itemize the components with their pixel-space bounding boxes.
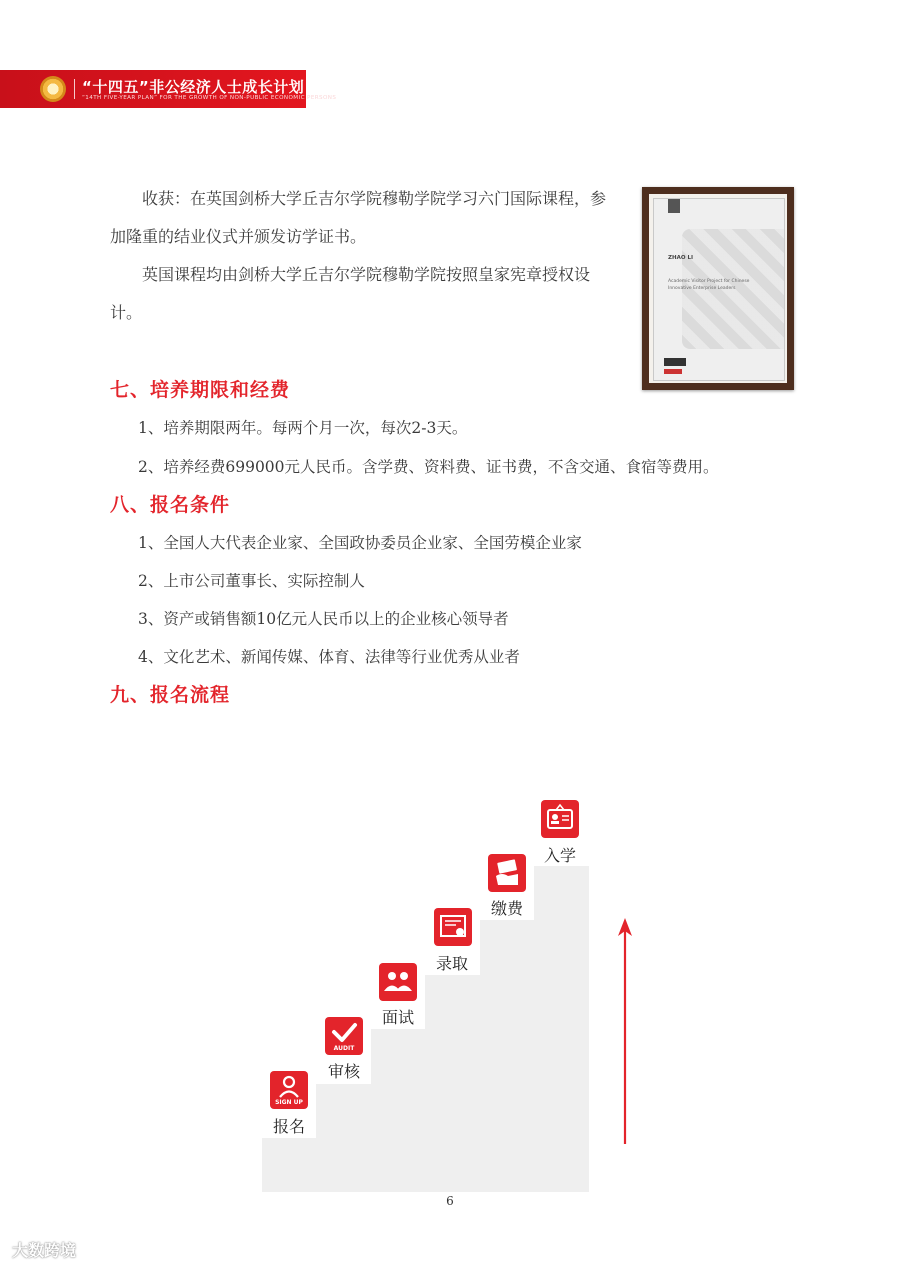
certificate-document xyxy=(653,198,785,381)
people-icon xyxy=(379,963,417,1001)
page-number: 6 xyxy=(446,1194,454,1208)
certificate-mat xyxy=(649,194,787,383)
person-icon xyxy=(270,1071,308,1109)
header-title: “十四五”非公经济人士成长计划 xyxy=(82,78,305,96)
intro-paragraph-2: 英国课程均由剑桥大学丘吉尔学院穆勒学院按照皇家宪章授权设计。 xyxy=(110,265,591,322)
step-label-signup: 报名 xyxy=(273,1117,306,1136)
section-8-item-1: 1、全国人大代表企业家、全国政协委员企业家、全国劳模企业家 xyxy=(138,534,582,552)
money-hand-icon xyxy=(488,854,526,892)
audit-tag: AUDIT xyxy=(333,1045,355,1052)
certificate-image xyxy=(642,187,794,390)
step-label-interview: 面试 xyxy=(382,1008,415,1027)
certificate-icon xyxy=(434,908,472,946)
header-banner xyxy=(0,70,337,108)
section-8-heading: 八、报名条件 xyxy=(110,494,231,516)
certificate-tab xyxy=(668,199,680,213)
stair-step xyxy=(534,866,589,920)
header-subtitle: “14TH FIVE-YEAR PLAN” FOR THE GROWTH OF NON-PUBLIC ECONOMIC PERSONS xyxy=(82,95,337,101)
section-7-item-1: 1、培养期限两年。每两个月一次，每次2-3天。 xyxy=(138,419,468,437)
section-8-item-4: 4、文化艺术、新闻传媒、体育、法律等行业优秀从业者 xyxy=(138,648,520,666)
checkmark-icon xyxy=(325,1017,363,1055)
step-label-audit: 审核 xyxy=(328,1062,361,1081)
emblem-logo xyxy=(40,76,66,102)
certificate-seal xyxy=(664,358,686,366)
stair-step xyxy=(316,1084,589,1138)
registration-staircase xyxy=(262,866,589,1192)
up-arrow-icon xyxy=(618,918,632,1144)
watermark: 大数跨境 xyxy=(12,1241,77,1260)
certificate-name: ZHAO LI xyxy=(668,255,693,261)
step-label-enrollment: 入学 xyxy=(544,846,577,865)
id-card-icon xyxy=(541,800,579,838)
section-8-item-2: 2、上市公司董事长、实际控制人 xyxy=(138,572,365,590)
sign-up-tag: SIGN UP xyxy=(275,1099,303,1106)
stair-step xyxy=(425,975,589,1029)
stair-step xyxy=(262,1138,589,1192)
step-label-admission: 录取 xyxy=(436,954,469,973)
section-7-heading: 七、培养期限和经费 xyxy=(110,379,291,401)
stair-step xyxy=(371,1029,589,1084)
certificate-line-1: Academic Visitor Project for Chinese xyxy=(668,279,750,284)
certificate-mark xyxy=(664,369,682,374)
stair-step xyxy=(480,920,589,975)
step-label-payment: 缴费 xyxy=(491,899,524,918)
section-8-item-3: 3、资产或销售额10亿元人民币以上的企业核心领导者 xyxy=(138,610,509,628)
section-7-item-2: 2、培养经费699000元人民币。含学费、资料费、证书费，不含交通、食宿等费用。 xyxy=(138,458,719,476)
section-9-heading: 九、报名流程 xyxy=(110,684,231,706)
intro-paragraph-1: 收获：在英国剑桥大学丘吉尔学院穆勒学院学习六门国际课程，参加隆重的结业仪式并颁发访学证书。 xyxy=(110,189,607,246)
certificate-line-2: Innovative Enterprise Leaders xyxy=(668,286,736,291)
divider xyxy=(74,79,75,99)
